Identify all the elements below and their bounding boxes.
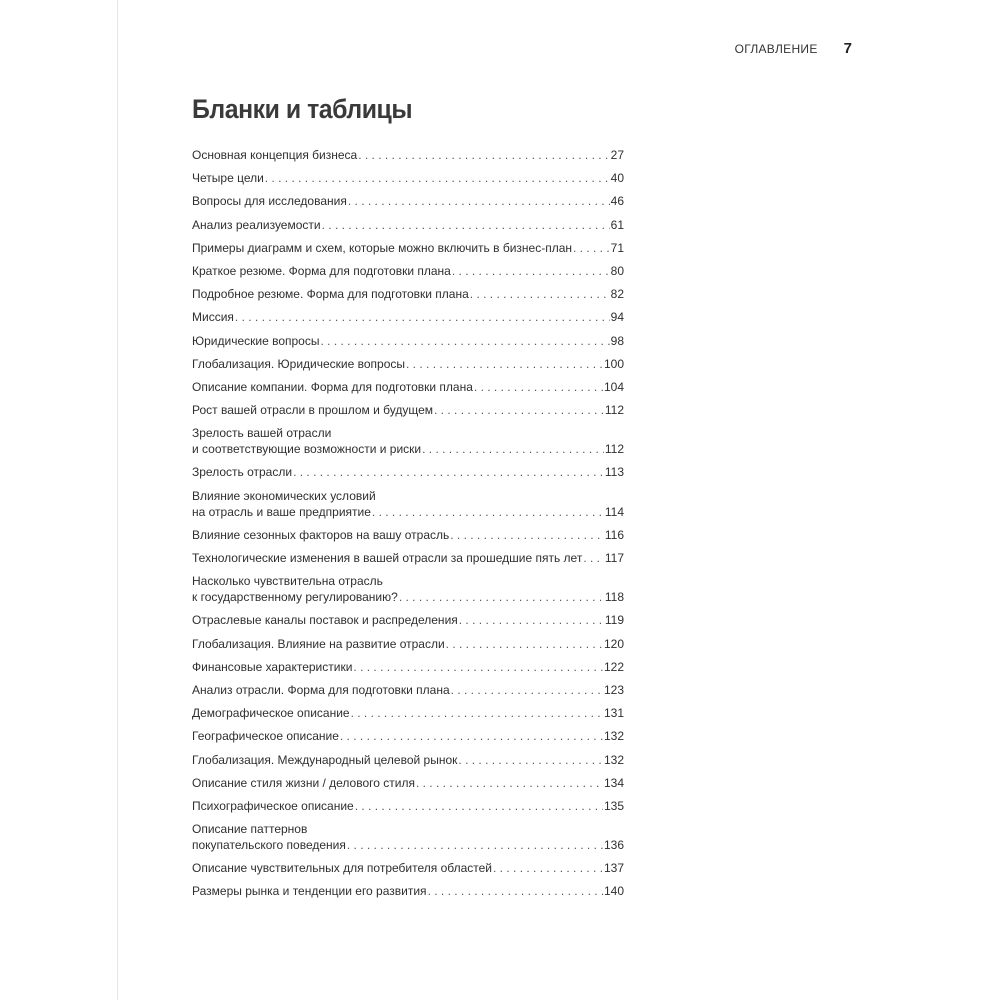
toc-page-number: 135 xyxy=(603,798,624,813)
toc-line xyxy=(192,589,624,605)
toc-line xyxy=(192,240,624,256)
toc-line xyxy=(192,860,624,876)
dot-leader xyxy=(322,217,610,233)
toc-entry-title: Миссия xyxy=(192,310,234,325)
toc-line xyxy=(192,728,624,744)
toc-entry-title: Насколько чувствительна отрасль xyxy=(192,574,383,589)
dot-leader xyxy=(320,333,609,349)
toc-entry-title: Зрелость отрасли xyxy=(192,465,293,480)
toc-page-number: 100 xyxy=(603,356,624,371)
toc-entry-title: покупательского поведения xyxy=(192,838,346,853)
toc-entry[interactable] xyxy=(192,821,624,853)
toc-page-number: 123 xyxy=(603,682,624,697)
toc-entry-title: Глобализация. Юридические вопросы xyxy=(192,356,406,371)
toc-entry-title: к государственному регулированию? xyxy=(192,590,398,605)
dot-leader xyxy=(351,705,603,721)
toc-entry-title: Описание компании. Форма для подготовки плана xyxy=(192,379,473,394)
toc-line xyxy=(192,752,624,768)
dot-leader xyxy=(434,402,604,418)
dot-leader xyxy=(459,612,604,628)
toc-entry[interactable] xyxy=(192,286,624,302)
toc-page-number: 40 xyxy=(610,171,624,186)
toc-entry-title: Отраслевые каналы поставок и распределения xyxy=(192,613,458,628)
dot-leader xyxy=(358,147,609,163)
toc-line xyxy=(192,612,624,628)
toc-line xyxy=(192,837,624,853)
toc-entry-title: Анализ реализуемости xyxy=(192,217,321,232)
dot-leader xyxy=(422,441,604,457)
toc-entry[interactable] xyxy=(192,217,624,233)
toc-line xyxy=(192,309,624,325)
toc-line xyxy=(192,659,624,675)
dot-leader xyxy=(450,527,604,543)
toc-line xyxy=(192,402,624,418)
toc-page-number: 140 xyxy=(603,884,624,899)
toc-entry[interactable] xyxy=(192,309,624,325)
toc-entry[interactable] xyxy=(192,612,624,628)
toc-entry-title: Вопросы для исследования xyxy=(192,194,347,209)
toc-page-number: 117 xyxy=(604,551,624,565)
toc-page-number: 116 xyxy=(604,527,624,542)
toc-entry-title: Анализ отрасли. Форма для подготовки плана xyxy=(192,682,450,697)
toc-line xyxy=(192,356,624,372)
toc-line xyxy=(192,379,624,395)
toc-page-number: 80 xyxy=(610,263,624,278)
toc-entry-title: Финансовые характеристики xyxy=(192,659,353,674)
toc-entry[interactable] xyxy=(192,425,624,457)
dot-leader xyxy=(493,860,603,876)
dot-leader xyxy=(235,309,610,325)
toc-entry-title: Подробное резюме. Форма для подготовки плана xyxy=(192,287,469,302)
toc-line xyxy=(192,441,624,457)
toc-entry[interactable] xyxy=(192,659,624,675)
dot-leader xyxy=(348,193,610,209)
dot-leader xyxy=(353,659,603,675)
toc-entry-title: Описание чувствительных для потребителя областей xyxy=(192,861,493,876)
toc-entry[interactable] xyxy=(192,860,624,876)
dot-leader xyxy=(340,728,603,744)
toc-entry-title: Психографическое описание xyxy=(192,798,354,813)
toc-entry-title: Рост вашей отрасли в прошлом и будущем xyxy=(192,403,434,418)
toc-line xyxy=(192,550,624,566)
toc-line xyxy=(192,286,624,302)
toc-entry-title: Размеры рынка и тенденции его развития xyxy=(192,884,427,899)
toc-entry-title: Глобализация. Влияние на развитие отрасли xyxy=(192,636,445,651)
toc-page-number: 104 xyxy=(603,379,624,394)
dot-leader xyxy=(573,240,610,256)
toc-page-number: 120 xyxy=(603,636,624,651)
dot-leader xyxy=(470,286,610,302)
dot-leader xyxy=(293,464,604,480)
toc-entry[interactable] xyxy=(192,193,624,209)
toc-entry[interactable] xyxy=(192,170,624,186)
page-number: 7 xyxy=(843,40,852,57)
toc-entry[interactable] xyxy=(192,682,624,698)
toc-page-number: 132 xyxy=(603,729,624,744)
dot-leader xyxy=(347,837,603,853)
toc-line xyxy=(192,464,624,480)
toc-entry[interactable] xyxy=(192,728,624,744)
toc-entry[interactable] xyxy=(192,147,624,163)
toc-page-number: 71 xyxy=(610,240,624,255)
dot-leader xyxy=(428,883,603,899)
dot-leader xyxy=(583,550,604,566)
dot-leader xyxy=(265,170,610,186)
toc-entry-title: Географическое описание xyxy=(192,729,339,744)
toc-entry-title: Зрелость вашей отрасли xyxy=(192,426,332,441)
toc-line xyxy=(192,705,624,721)
toc-entry-title: Влияние сезонных факторов на вашу отрасль xyxy=(192,527,450,542)
toc-entry[interactable] xyxy=(192,883,624,899)
toc-page-number: 94 xyxy=(610,310,624,325)
toc-page-number: 134 xyxy=(603,775,624,790)
toc-line xyxy=(192,504,624,520)
dot-leader xyxy=(355,798,603,814)
running-header xyxy=(735,40,852,57)
toc-page-number: 137 xyxy=(603,861,624,876)
toc-line xyxy=(192,263,624,279)
toc-entry-title: Демографическое описание xyxy=(192,706,350,721)
dot-leader xyxy=(399,589,604,605)
running-title: ОГЛАВЛЕНИЕ xyxy=(734,42,818,56)
dot-leader xyxy=(416,775,603,791)
toc-entry-title: Глобализация. Международный целевой рынок xyxy=(192,752,458,767)
dot-leader xyxy=(446,636,603,652)
toc-line xyxy=(192,775,624,791)
page-edge-divider xyxy=(117,0,118,1000)
toc-line xyxy=(192,333,624,349)
toc-line xyxy=(192,798,624,814)
toc-page-number: 113 xyxy=(604,465,624,480)
toc-entry[interactable] xyxy=(192,464,624,480)
dot-leader xyxy=(474,379,603,395)
toc-entry[interactable] xyxy=(192,379,624,395)
dot-leader xyxy=(372,504,604,520)
toc-entry-title: Описание паттернов xyxy=(192,822,308,837)
table-of-contents xyxy=(192,147,624,907)
toc-entry-title: Описание стиля жизни / делового стиля xyxy=(192,775,415,790)
toc-entry[interactable] xyxy=(192,550,624,566)
toc-line xyxy=(192,147,624,163)
toc-page-number: 98 xyxy=(610,333,624,348)
toc-page-number: 132 xyxy=(603,752,624,767)
toc-entry[interactable] xyxy=(192,527,624,543)
toc-entry[interactable] xyxy=(192,333,624,349)
toc-entry-title: Юридические вопросы xyxy=(192,333,320,348)
toc-entry[interactable] xyxy=(192,402,624,418)
toc-page-number: 46 xyxy=(610,194,624,209)
toc-page-number: 118 xyxy=(604,590,624,605)
toc-entry[interactable] xyxy=(192,488,624,520)
toc-page-number: 112 xyxy=(604,442,624,457)
toc-page-number: 122 xyxy=(603,659,624,674)
section-title: Бланки и таблицы xyxy=(192,94,413,124)
dot-leader xyxy=(452,263,610,279)
toc-page-number: 61 xyxy=(610,217,624,232)
toc-entry-title: Технологические изменения в вашей отрасли за прошедшие пять лет xyxy=(192,551,583,565)
toc-entry[interactable] xyxy=(192,356,624,372)
toc-page-number: 82 xyxy=(610,287,624,302)
toc-line xyxy=(192,883,624,899)
toc-page-number: 131 xyxy=(603,706,624,721)
toc-page-number: 27 xyxy=(610,148,624,162)
toc-entry[interactable] xyxy=(192,573,624,605)
toc-line xyxy=(192,527,624,543)
toc-entry-title: и соответствующие возможности и риски xyxy=(192,442,422,457)
toc-entry-title: на отрасль и ваше предприятие xyxy=(192,504,371,519)
toc-entry-title: Основная концепция бизнеса xyxy=(192,148,358,162)
dot-leader xyxy=(406,356,603,372)
toc-entry-title: Краткое резюме. Форма для подготовки плана xyxy=(192,263,451,278)
toc-line xyxy=(192,636,624,652)
toc-line xyxy=(192,217,624,233)
toc-page-number: 136 xyxy=(603,838,624,853)
toc-entry[interactable] xyxy=(192,775,624,791)
toc-entry[interactable] xyxy=(192,798,624,814)
toc-entry-title: Примеры диаграмм и схем, которые можно включить в бизнес-план xyxy=(192,240,572,255)
toc-entry-title: Четыре цели xyxy=(192,171,264,186)
toc-page-number: 114 xyxy=(604,504,624,519)
toc-line xyxy=(192,193,624,209)
toc-entry[interactable] xyxy=(192,752,624,768)
toc-entry[interactable] xyxy=(192,705,624,721)
toc-page-number: 112 xyxy=(604,403,624,418)
toc-page-number: 119 xyxy=(604,613,624,628)
toc-entry-title: Влияние экономических условий xyxy=(192,488,376,503)
toc-entry[interactable] xyxy=(192,636,624,652)
dot-leader xyxy=(458,752,603,768)
toc-entry[interactable] xyxy=(192,263,624,279)
toc-entry[interactable] xyxy=(192,240,624,256)
toc-line xyxy=(192,682,624,698)
dot-leader xyxy=(451,682,603,698)
toc-line xyxy=(192,170,624,186)
